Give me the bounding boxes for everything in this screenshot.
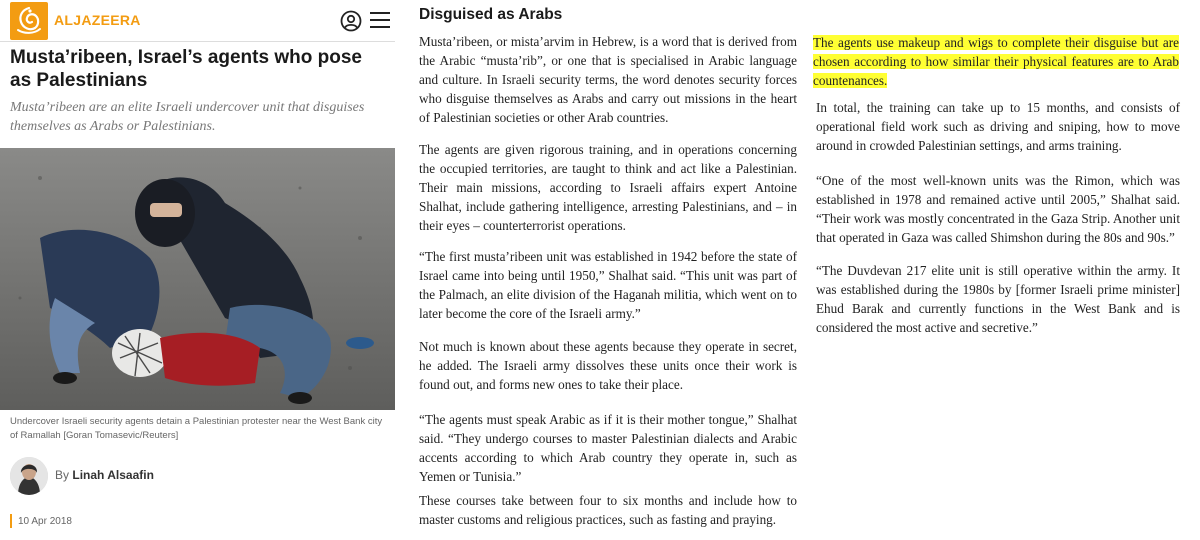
body-paragraph: In total, the training can take up to 15 months, and consists of operational field work such as driving and sniping, how to move around in crowded Palestinian settings, and arms training.	[816, 100, 1180, 153]
body-paragraph: These courses take between four to six months and include how to master customs and religious practices, such as fasting and praying.	[419, 493, 797, 527]
article-photo	[0, 148, 395, 410]
highlighted-text: The agents use makeup and wigs to complete their disguise but are chosen according to how similar their physical features are to Arab countenances.	[813, 35, 1179, 88]
byline-prefix: By	[55, 468, 70, 482]
section-title: Disguised as Arabs	[419, 6, 563, 23]
top-navigation-bar	[0, 0, 395, 42]
author-name-link[interactable]: Linah Alsaafin	[72, 468, 154, 482]
highlighted-paragraph	[813, 33, 1179, 90]
body-paragraph: “The agents must speak Arabic as if it is their mother tongue,” Shalhat said. “They undergo courses to master Palestinian dialects and Arabic accents according to which Arab country they operate in, such as Yemen or Tunisia.”	[419, 412, 797, 484]
article-subheading: Musta’ribeen are an elite Israeli undercover unit that disguises themselves as Arabs or Palestinians.	[10, 100, 365, 134]
byline	[55, 468, 154, 482]
article-header-panel	[0, 0, 395, 540]
body-paragraph: “One of the most well-known units was the Rimon, which was established in 1978 and remained active until 2005,” Shalhat said. “Their work was mostly concentrated in the Gaza Strip. Another unit that operated in Gaza was called Shimshon during the 80s and 90s.”	[816, 173, 1180, 245]
body-paragraph: Musta’ribeen, or mista’arvim in Hebrew, is a word that is derived from the Arabic “musta’rib”, or one that is specialised in Arabic language and culture. In Israeli security terms, the word denotes security forces who disguise themselves as Arabs and carry out missions in the heart of Palestinian societies or other Arab countries.	[419, 34, 797, 125]
body-paragraph: “The first musta’ribeen unit was established in 1942 before the state of Israel came into being until 1950,” Shalhat said. “This unit was part of the Palmach, an elite division of the Haganah militia, which went on to later become the core of the Israeli army.”	[419, 249, 797, 321]
article-continued-section	[813, 0, 1183, 540]
body-paragraph: The agents are given rigorous training, and in operations concerning the occupied territories, are taught to think and act like a Palestinian. Their main missions, according to Israeli affairs expert Antoine Shalhat, include gathering intelligence, arresting Palestinians, and – in their eyes – counterterrorist operations.	[419, 142, 797, 233]
brand-wordmark[interactable]: ALJAZEERA	[54, 12, 141, 28]
body-paragraph: Not much is known about these agents because they operate in secret, he added. The Israeli army dissolves these units once their work is found out, and forms new ones to take their place.	[419, 339, 797, 392]
author-avatar[interactable]	[10, 457, 48, 495]
article-headline: Musta’ribeen, Israel’s agents who pose as Palestinians	[10, 47, 362, 91]
aljazeera-logo-icon[interactable]	[10, 2, 48, 40]
body-paragraph: “The Duvdevan 217 elite unit is still operative within the army. It was established during the 1980s by [former Israeli prime minister] Ehud Barak and currently functions in the West Bank and is considered the most active and secretive.”	[816, 263, 1180, 335]
publish-date: 10 Apr 2018	[18, 516, 72, 527]
menu-line	[370, 26, 390, 28]
user-circle-icon	[340, 10, 362, 32]
photo-caption: Undercover Israeli security agents detain a Palestinian protester near the West Bank city of Ramallah [Goran Tomasevic/Reuters]	[10, 416, 383, 441]
article-body-section	[419, 0, 797, 540]
menu-line	[370, 19, 390, 21]
menu-line	[370, 12, 390, 14]
hamburger-menu-button[interactable]	[370, 12, 390, 30]
date-accent-bar	[10, 514, 12, 528]
account-button[interactable]	[340, 10, 362, 32]
